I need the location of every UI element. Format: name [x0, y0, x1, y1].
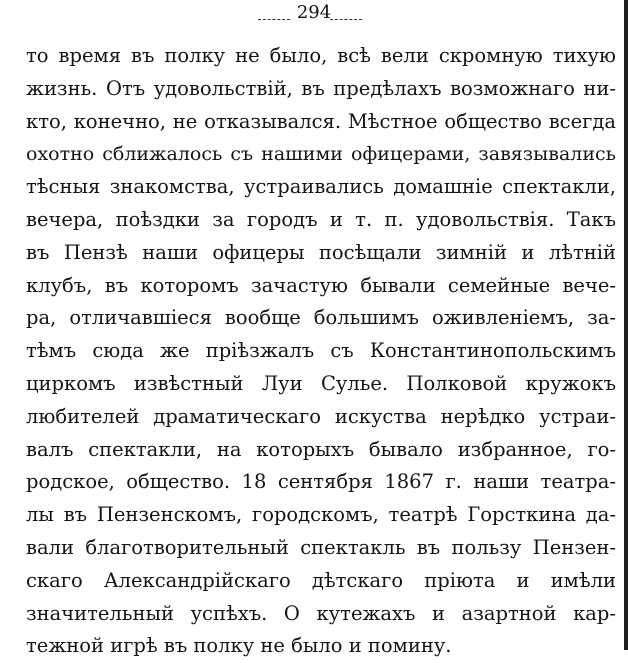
text-line: то время въ полку не было, всѣ вели скромную тихую [26, 44, 616, 67]
text-line: охотно сближалось съ нашими офицерами, завязывались [26, 143, 616, 166]
text-line: скаго Александрійскаго дѣтскаго пріюта и имѣли [26, 568, 616, 592]
text-line: кто, конечно, не отказывался. Мѣстное общество всегда [26, 109, 616, 133]
page-edge-border [624, 0, 628, 650]
page-number-rule-right [330, 19, 362, 20]
text-line: значительный успѣхъ. О кутежахъ и азартной кар- [26, 601, 616, 625]
text-line: лы въ Пензенскомъ, городскомъ, театрѣ Горсткина да- [26, 503, 616, 527]
text-line: родское, общество. 18 сентября 1867 г. наши театра- [26, 470, 616, 494]
text-line: клубъ, въ которомъ зачастую бывали семейные вече- [26, 273, 616, 297]
text-line: циркомъ извѣстный Луи Сулье. Полковой кружокъ [26, 371, 616, 395]
body-text [26, 40, 616, 663]
text-line: въ Пензѣ наши офицеры посѣщали зимній и лѣтній [26, 240, 616, 264]
text-line: тѣмъ сюда же пріѣзжалъ съ Константинопольскимъ [26, 339, 616, 363]
text-line: ра, отличавшіеся вообще большимъ оживленіемъ, за- [26, 306, 616, 330]
text-line: любителей драматическаго искуства нерѣдко устраи- [26, 404, 616, 428]
page-number: 294 [296, 2, 332, 23]
text-line: вали благотворительный спектакль въ пользу Пензен- [26, 535, 616, 559]
text-line: вечера, поѣздки за городъ и т. п. удовольствія. Такъ [26, 207, 616, 231]
page-number-rule-left [258, 19, 290, 20]
text-line-last: тежной игрѣ въ полку не было и помину. [26, 634, 452, 658]
text-line: жизнь. Отъ удовольствій, въ предѣлахъ возможнаго ни- [26, 76, 616, 100]
text-line: валъ спектакли, на которыхъ бывало избранное, го- [26, 437, 616, 461]
text-line: тѣсныя знакомства, устраивались домашніе спектакли, [26, 175, 616, 199]
